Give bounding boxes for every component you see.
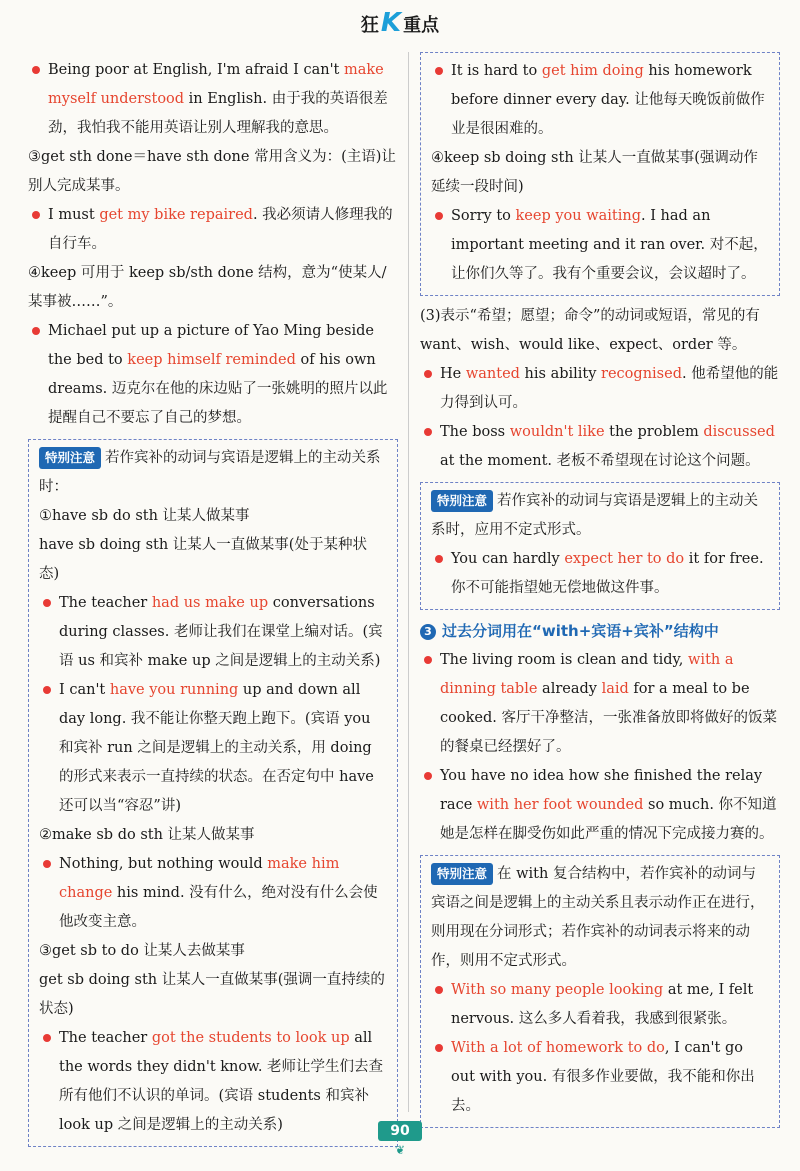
leaf-icon: ❦	[394, 1143, 406, 1157]
special-note-tag: 特别注意	[431, 863, 493, 885]
column-divider	[408, 52, 409, 1112]
example-bullet: He wanted his ability recognised. 他希望他的能力得到认可。	[420, 360, 780, 418]
example-bullet: Nothing, but nothing would make him change his mind. 没有什么，绝对没有什么会使他改变主意。	[39, 850, 387, 937]
special-note-tag: 特别注意	[39, 447, 101, 469]
example-bullet: It is hard to get him doing his homework before dinner every day. 让他每天晚饭前做作业是很困难的。	[431, 57, 769, 144]
example-bullet: With so many people looking at me, I felt nervous. 这么多人看着我，我感到很紧张。	[431, 976, 769, 1034]
example-bullet: The living room is clean and tidy, with a dinning table already laid for a meal to be cooked. 客厅干净整洁，一张准备放即将做好的饭菜的餐桌已经摆好了。	[420, 646, 780, 762]
rule-text: ④keep sb doing sth 让某人一直做某事(强调动作延续一段时间)	[431, 150, 758, 195]
note-intro: 若作宾补的动词与宾语是逻辑上的主动关系时，应用不定式形式。	[431, 493, 759, 538]
page-number: 90	[378, 1121, 421, 1141]
example-bullet: I can't have you running up and down all day long. 我不能让你整天跑上跑下。(宾语 you 和宾补 run 之间是逻辑上的主动关系，用 doing 的形式来表示一直持续的状态。在否定句中 have 还可以当“容忍”讲)	[39, 676, 387, 821]
example-bullet: Being poor at English, I'm afraid I can't make myself understood in English. 由于我的英语很差劲，我怕我不能用英语让别人理解我的意思。	[28, 56, 398, 143]
special-note-box	[420, 855, 780, 1128]
example-bullet: You can hardly expect her to do it for free. 你不可能指望她无偿地做这件事。	[431, 545, 769, 603]
example-bullet: You have no idea how she finished the relay race with her foot wounded so much. 你不知道她是怎样在脚受伤如此严重的情况下完成接力赛的。	[420, 762, 780, 849]
rule-text: ③get sb to do 让某人去做某事	[39, 943, 245, 959]
note-intro: 若作宾补的动词与宾语是逻辑上的主动关系时：	[39, 450, 381, 495]
section-number-icon: 3	[420, 624, 436, 640]
rule-text: ④keep 可用于 keep sb/sth done 结构，意为“使某人/某事被……”。	[28, 265, 387, 310]
special-note-tag: 特别注意	[431, 490, 493, 512]
example-bullet: Sorry to keep you waiting. I had an important meeting and it ran over. 对不起，让你们久等了。我有个重要会议，会议超时了。	[431, 202, 769, 289]
example-bullet: With a lot of homework to do, I can't go out with you. 有很多作业要做，我不能和你出去。	[431, 1034, 769, 1121]
right-column	[420, 52, 780, 1134]
rule-text: ②make sb do sth 让某人做某事	[39, 827, 255, 843]
example-bullet: Michael put up a picture of Yao Ming beside the bed to keep himself reminded of his own dreams. 迈克尔在他的床边贴了一张姚明的照片以此提醒自己不要忘了自己的梦想。	[28, 317, 398, 433]
rule-text: have sb doing sth 让某人一直做某事(处于某种状态)	[39, 537, 367, 582]
page-header	[0, 8, 800, 38]
continued-box	[420, 52, 780, 296]
rule-text: ③get sth done＝have sth done 常用含义为：(主语)让别人完成某事。	[28, 149, 396, 194]
left-column	[28, 56, 398, 1153]
special-note-box	[28, 439, 398, 1147]
rule-text: get sb doing sth 让某人一直做某事(强调一直持续的状态)	[39, 972, 385, 1017]
header-k-logo: K	[380, 8, 402, 38]
example-bullet: I must get my bike repaired. 我必须请人修理我的自行车。	[28, 201, 398, 259]
header-right: 重点	[403, 15, 440, 36]
example-bullet: The boss wouldn't like the problem discussed at the moment. 老板不希望现在讨论这个问题。	[420, 418, 780, 476]
header-left: 狂	[360, 15, 379, 36]
page-footer	[0, 1120, 800, 1157]
example-bullet: The teacher had us make up conversations during classes. 老师让我们在课堂上编对话。(宾语 us 和宾补 make up 之间是逻辑上的主动关系)	[39, 589, 387, 676]
special-note-box	[420, 482, 780, 610]
rule-text: ①have sb do sth 让某人做某事	[39, 508, 250, 524]
rule-text: (3)表示“希望；愿望；命令”的动词或短语，常见的有 want、wish、would like、expect、order 等。	[420, 308, 760, 353]
note-intro: 在 with 复合结构中，若作宾补的动词与宾语之间是逻辑上的主动关系且表示动作正在进行，则用现在分词形式；若作宾补的动词表示将来的动作，则用不定式形式。	[431, 866, 765, 969]
section-heading: 3 过去分词用在“with+宾语+宾补”结构中	[420, 616, 780, 646]
example-bullet: The teacher got the students to look up all the words they didn't know. 老师让学生们去查所有他们不认识的单词。(宾语 students 和宾补 look up 之间是逻辑上的主动关系)	[39, 1024, 387, 1140]
